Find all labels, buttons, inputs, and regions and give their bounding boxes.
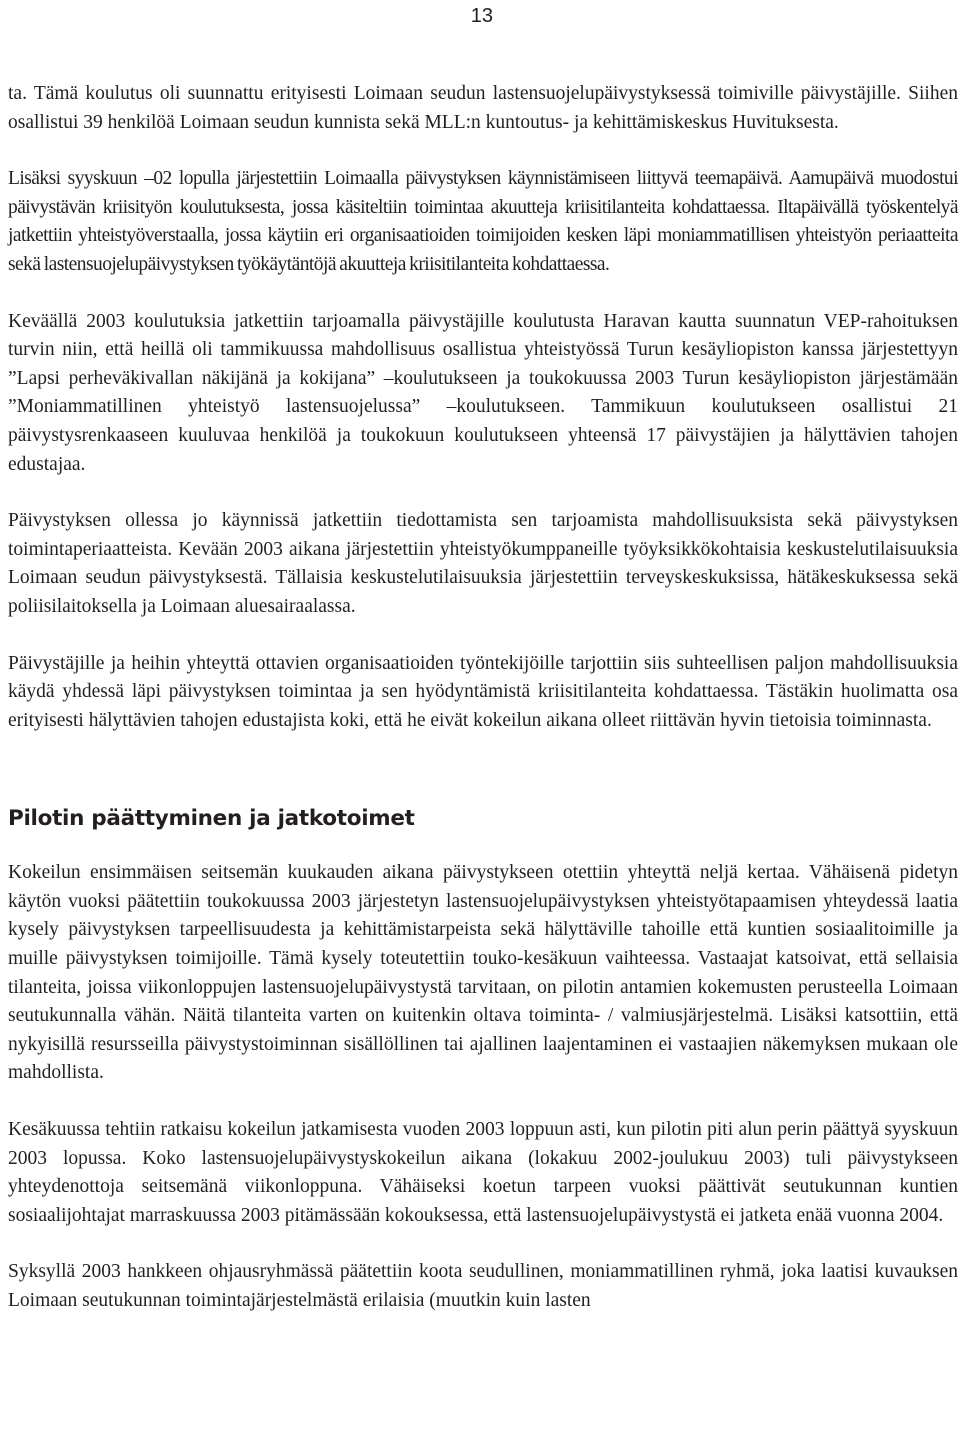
body-paragraph: Kokeilun ensimmäisen seitsemän kuukauden aikana päivystykseen otettiin yhteyttä neljä kertaa. Vähäisenä pidetyn käytön vuoksi päätettiin toukokuussa 2003 järjestetyn lastensuojelupäivystyksen yhteistyötapaamisen yhteydessä laatia kysely päivystyksen tarpeellisuudesta ja kehittämistarpeista sekä hälyttäville tahoille että kuntien sosiaalitoimille ja muille päivystyksen toimijoille. Tämä kysely toteutettiin touko-kesäkuun vaihteessa. Vastaajat katsoivat, että sellaisia tilanteita, joissa viikonloppujen lastensuojelupäivystystä tarvitaan, on pilotin antamien kokemusten perusteella Loimaan seutukunnalla vähän. Näitä tilanteita varten on kuitenkin oltava toiminta- / valmiusjärjestelmä. Lisäksi katsottiin, että nykyisillä resursseilla päivystystoiminnan sisällöllinen tai ajallinen laajentaminen ei vastaajien näkemyksen mukaan ole mahdollista.	[8, 862, 958, 1084]
body-paragraph: Kesäkuussa tehtiin ratkaisu kokeilun jatkamisesta vuoden 2003 loppuun asti, kun pilotin piti alun perin päättyä syyskuun 2003 lopussa. Koko lastensuojelupäivystyskokeilun aikana (lokakuu 2002-joulukuu 2003) tuli päivystykseen yhteydenottoja seitsemänä viikonloppuna. Vähäiseksi koetun tarpeen vuoksi päättivät seutukunnan kuntien sosiaalijohtajat marraskuussa 2003 pitämässään kokouksessa, että lastensuojelupäivystystä ei jatketa enää vuonna 2004.	[8, 1119, 958, 1226]
body-paragraph: ta. Tämä koulutus oli suunnattu erityisesti Loimaan seudun lastensuojelupäivystyksessä toimiville päivystäjille. Siihen osallistui 39 henkilöä Loimaan seudun kunnista sekä MLL:n kuntoutus- ja kehittämiskeskus Huvituksesta.	[8, 83, 958, 133]
section-heading: Pilotin päättyminen ja jatkotoimet	[8, 806, 415, 832]
body-paragraph: Keväällä 2003 koulutuksia jatkettiin tarjoamalla päivystäjille koulutusta Haravan kautta suunnatun VEP-rahoituksen turvin niin, että heillä oli tammikuussa mahdollisuus osallistua yhteistyössä Turun kesäyliopiston kanssa järjestettyyn ”Lapsi perheväkivallan näkijänä ja kokijana” –koulutukseen ja toukokuussa 2003 Turun kesäyliopiston järjestämään ”Moniammatillinen yhteistyö lastensuojelussa” –koulutukseen. Tammikuun koulutukseen osallistui 21 päivystysrenkaaseen kuuluvaa henkilöä ja toukokuun koulutukseen yhteensä 17 päivystäjien ja hälyttävien tahojen edustajaa.	[8, 310, 958, 475]
page-content	[8, 80, 958, 1316]
page-number: 13	[470, 5, 493, 27]
body-paragraph: Päivystäjille ja heihin yhteyttä ottavien organisaatioiden työntekijöille tarjottiin siis suhteellisen paljon mahdollisuuksia käydä yhdessä läpi päivystyksen toimintaa ja sen hyödyntämistä kriisitilanteita kohdattaessa. Tästäkin huolimatta osa erityisesti hälyttävien tahojen edustajista koki, että he eivät kokeilun aikana olleet riittävän hyvin tietoisia toiminnasta.	[8, 652, 958, 731]
body-paragraph: Syksyllä 2003 hankkeen ohjausryhmässä päätettiin koota seudullinen, moniammatillinen ryhmä, joka laatisi kuvauksen Loimaan seutukunnan toimintajärjestelmästä erilaisia (muutkin kuin lasten	[8, 1261, 958, 1311]
body-paragraph: Lisäksi syyskuun –02 lopulla järjestettiin Loimaalla päivystyksen käynnistämiseen liittyvä teemapäivä. Aamupäivä muodostui päivystävän kriisityön koulutuksesta, jossa käsiteltiin toimintaa akuutteja kriisitilanteita kohdattaessa. Iltapäivällä työskentelyä jatkettiin yhteistyöverstaalla, jossa käytiin eri organisaatioiden toimijoiden kesken läpi moniammatillisen yhteistyön periaatteita sekä lastensuojelupäivystyksen työkäytäntöjä akuutteja kriisitilanteita kohdattaessa.	[8, 168, 958, 275]
body-paragraph: Päivystyksen ollessa jo käynnissä jatkettiin tiedottamista sen tarjoamista mahdollisuuksista sekä päivystyksen toimintaperiaatteista. Kevään 2003 aikana järjestettiin yhteistyökumppaneille työyksikkökohtaisia keskustelutilaisuuksia Loimaan seudun päivystyksestä. Tällaisia keskustelutilaisuuksia järjestettiin terveyskeskuksissa, hätäkeskuksessa sekä poliisilaitoksella ja Loimaan aluesairaalassa.	[8, 510, 958, 617]
